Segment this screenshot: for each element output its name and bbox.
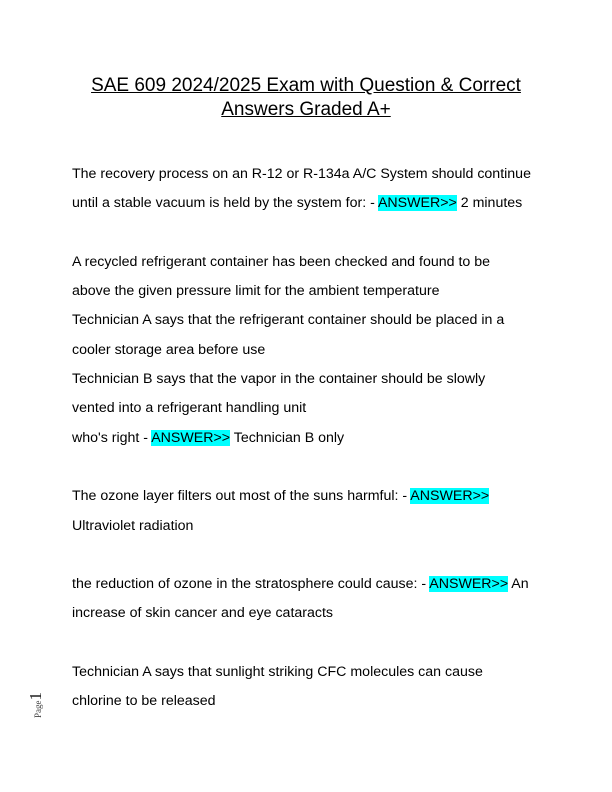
question-line: The recovery process on an R-12 or R-134a A/C System should continue xyxy=(72,166,531,182)
question-text: who's right - xyxy=(72,429,152,446)
question-line: vented into a refrigerant handling unit xyxy=(72,400,307,417)
qa-list xyxy=(72,160,547,746)
question-line xyxy=(72,424,547,453)
answer-marker: ANSWER>> xyxy=(151,429,231,446)
question-line: Technician A says that the refrigerant container should be placed in a xyxy=(72,312,505,329)
answer-line: increase of skin cancer and eye cataracts xyxy=(72,605,334,622)
question-line: Technician A says that sunlight striking CFC molecules can cause xyxy=(72,664,483,681)
qa-item xyxy=(72,658,547,717)
page-number-label xyxy=(26,692,46,718)
question-line xyxy=(72,570,547,599)
page-footer xyxy=(26,678,56,722)
answer-text: 2 minutes xyxy=(456,195,523,212)
question-line xyxy=(72,189,547,218)
answer-text: An xyxy=(508,576,529,593)
answer-marker: ANSWER>> xyxy=(429,576,509,593)
qa-item xyxy=(72,482,547,541)
document-title xyxy=(72,74,540,122)
answer-marker: ANSWER>> xyxy=(377,195,457,212)
question-line: chlorine to be released xyxy=(72,693,216,710)
question-line: cooler storage area before use xyxy=(72,341,266,358)
page-number: 1 xyxy=(26,692,45,701)
question-text: the reduction of ozone in the stratosphere could cause: - xyxy=(72,576,430,593)
qa-item xyxy=(72,248,547,453)
title-line-2: Answers Graded A+ xyxy=(221,99,391,120)
question-line xyxy=(72,482,547,511)
question-line: above the given pressure limit for the ambient temperature xyxy=(72,283,440,300)
answer-marker: ANSWER>> xyxy=(410,488,490,505)
qa-item xyxy=(72,160,547,219)
title-line-1: SAE 609 2024/2025 Exam with Question & Correct xyxy=(91,75,521,96)
answer-line: Ultraviolet radiation xyxy=(72,517,194,534)
answer-text: Technician B only xyxy=(230,429,345,446)
page-label: Page xyxy=(33,700,43,718)
question-text: The ozone layer filters out most of the suns harmful: - xyxy=(72,488,411,505)
question-line: A recycled refrigerant container has been checked and found to be xyxy=(72,253,491,270)
qa-item xyxy=(72,570,547,629)
question-line: Technician B says that the vapor in the container should be slowly xyxy=(72,371,486,388)
question-text: until a stable vacuum is held by the system for: - xyxy=(72,195,378,212)
